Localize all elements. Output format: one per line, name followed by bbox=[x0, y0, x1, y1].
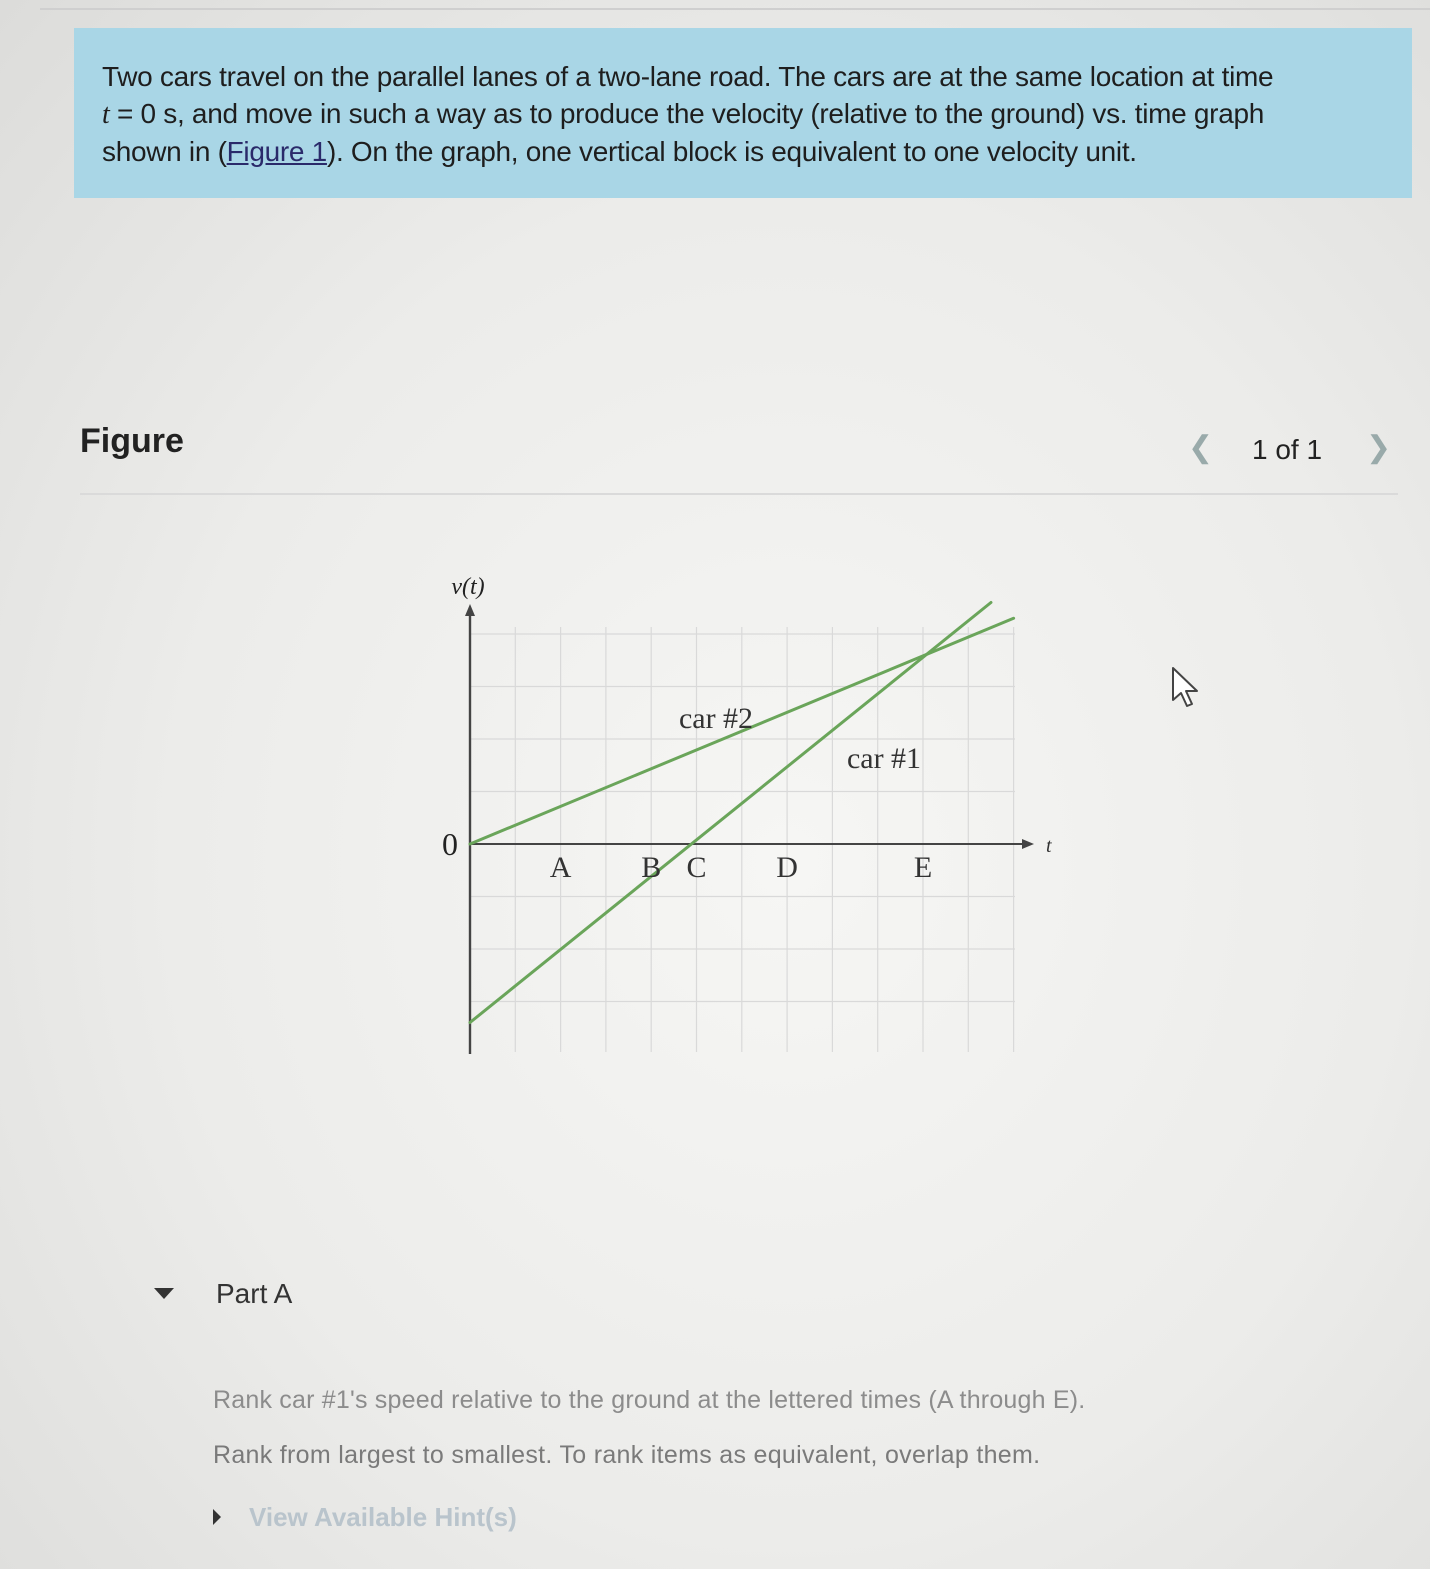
time-point-label-e: E bbox=[913, 851, 933, 884]
velocity-time-graph bbox=[400, 560, 1080, 1070]
problem-intro-text bbox=[102, 58, 1384, 170]
y-axis-arrow-icon bbox=[465, 604, 475, 616]
chart-axes bbox=[465, 604, 1034, 1054]
series-label-car-2: car #2 bbox=[678, 702, 754, 735]
figure-pager bbox=[1180, 430, 1400, 470]
figure-divider bbox=[80, 493, 1398, 495]
caret-down-icon bbox=[154, 1288, 174, 1299]
time-variable: t bbox=[102, 99, 110, 130]
part-a-question: Rank car #1's speed relative to the ground at the lettered times (A through E). bbox=[213, 1386, 1086, 1414]
part-a-label: Part A bbox=[216, 1278, 293, 1309]
intro-line-3-pre: shown in ( bbox=[102, 136, 227, 167]
problem-intro-box bbox=[74, 28, 1412, 198]
time-point-label-c: C bbox=[686, 851, 707, 884]
time-point-label-b: B bbox=[641, 851, 662, 884]
series-label-car-1: car #1 bbox=[846, 742, 922, 775]
time-point-label-d: D bbox=[776, 851, 798, 884]
top-divider bbox=[40, 8, 1430, 10]
intro-line-2: s, and move in such a way as to produce the velocity (relative to the ground) vs. time graph bbox=[155, 98, 1265, 129]
caret-right-icon bbox=[213, 1509, 221, 1525]
time-equals-zero: = 0 bbox=[109, 98, 156, 129]
figure-heading: Figure bbox=[80, 422, 184, 460]
chart-grid bbox=[470, 627, 1015, 1052]
intro-line-1: Two cars travel on the parallel lanes of a two-lane road. The cars are at the same location at time bbox=[102, 61, 1274, 92]
part-a-toggle[interactable] bbox=[154, 1278, 334, 1314]
time-point-label-a: A bbox=[549, 851, 572, 884]
y-axis-label: v(t) bbox=[451, 574, 485, 600]
chevron-left-icon[interactable]: ❮ bbox=[1188, 431, 1214, 464]
intro-line-3-post: ). On the graph, one vertical block is equivalent to one velocity unit. bbox=[326, 136, 1137, 167]
part-a-instruction: Rank from largest to smallest. To rank items as equivalent, overlap them. bbox=[213, 1441, 1041, 1469]
mouse-pointer-icon bbox=[1170, 666, 1204, 710]
view-hints-label: View Available Hint(s) bbox=[249, 1502, 517, 1532]
chevron-right-icon[interactable]: ❯ bbox=[1366, 431, 1392, 464]
x-axis-arrow-icon bbox=[1022, 839, 1034, 849]
figure-1-link[interactable]: Figure 1 bbox=[226, 136, 327, 167]
chart-labels bbox=[442, 574, 1052, 884]
figure-page-count: 1 of 1 bbox=[1252, 434, 1323, 465]
x-axis-label: t bbox=[1046, 835, 1052, 857]
origin-label: 0 bbox=[442, 826, 458, 862]
